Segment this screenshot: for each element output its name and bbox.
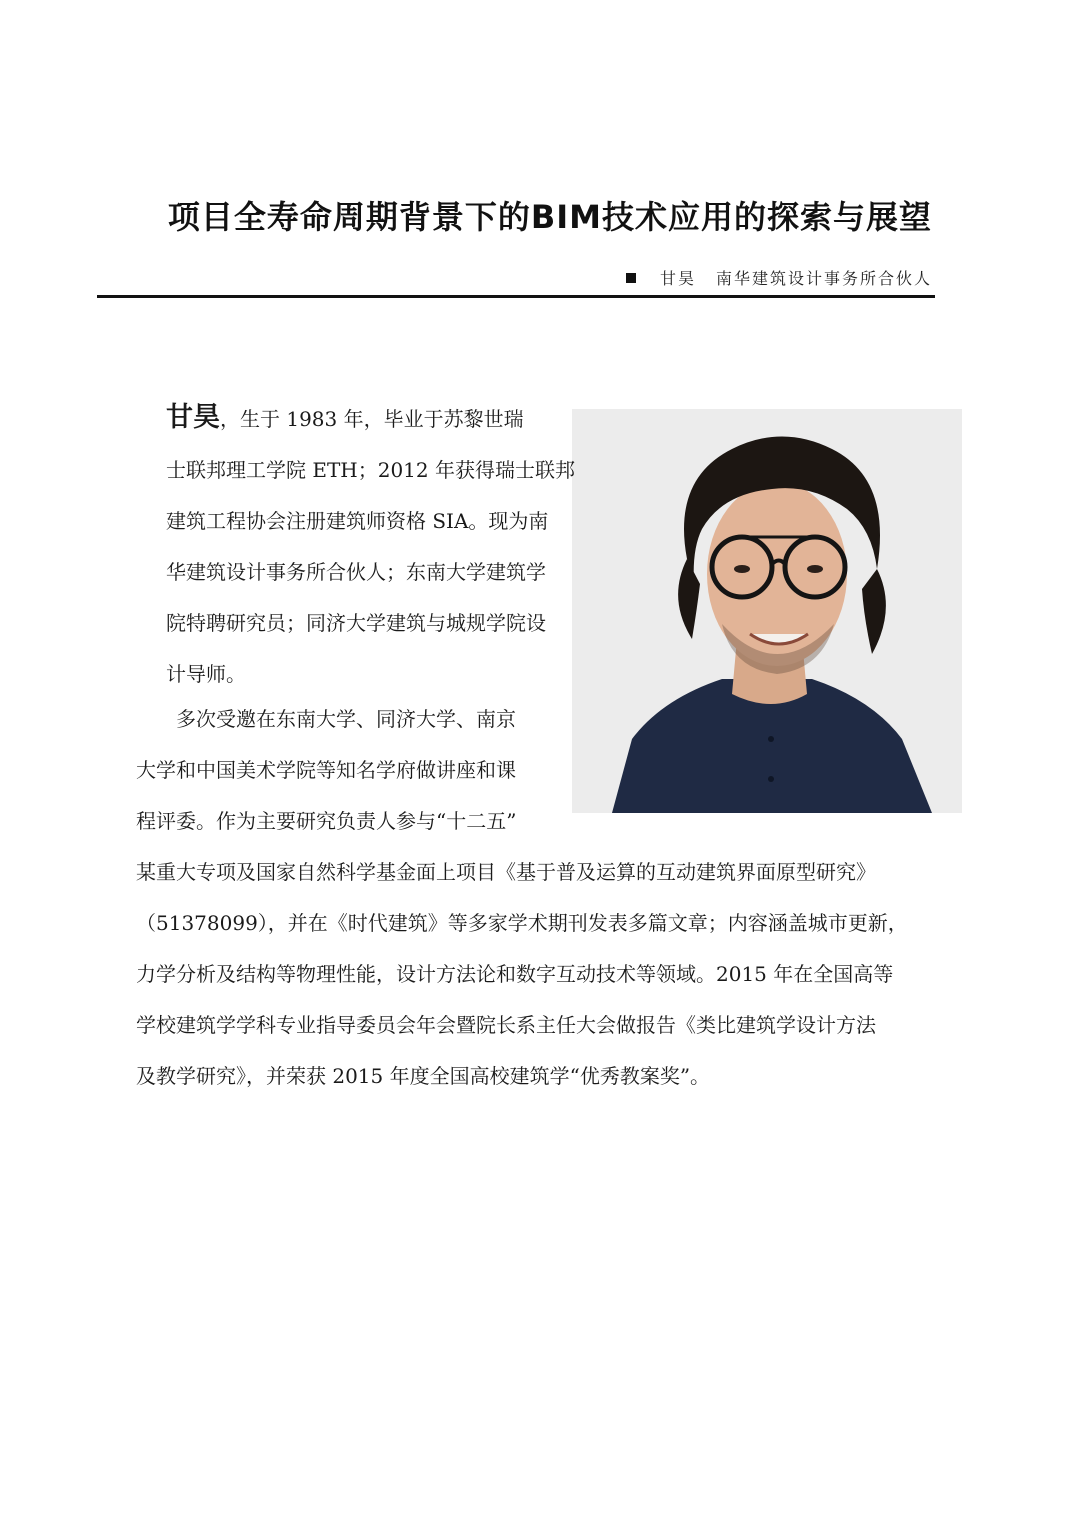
bio-line: 建筑工程协会注册建筑师资格 SIA。现为南 — [166, 509, 549, 533]
bio-line: 院特聘研究员；同济大学建筑与城规学院设 — [166, 611, 546, 635]
byline-author: 甘昊 — [659, 269, 696, 288]
bio-line: 多次受邀在东南大学、同济大学、南京 — [176, 707, 516, 731]
bio-line: 大学和中国美术学院等知名学府做讲座和课 — [136, 758, 516, 782]
bio-line: （51378099），并在《时代建筑》等多家学术期刊发表多篇文章；内容涵盖城市更新， — [136, 911, 908, 935]
article-title: 项目全寿命周期背景下的BIM技术应用的探索与展望 — [167, 198, 932, 236]
bio-paragraph-2 — [136, 694, 936, 1102]
bio-line: 某重大专项及国家自然科学基金面上项目《基于普及运算的互动建筑界面原型研究》 — [136, 860, 876, 884]
bio-line: ，生于 1983 年，毕业于苏黎世瑞 — [220, 407, 524, 431]
bio-paragraph-1 — [136, 392, 575, 700]
header-rule — [97, 295, 935, 298]
bio-line: 力学分析及结构等物理性能，设计方法论和数字互动技术等领域。2015 年在全国高等 — [136, 962, 894, 986]
bio-line: 程评委。作为主要研究负责人参与“十二五” — [136, 809, 517, 833]
bio-line: 华建筑设计事务所合伙人；东南大学建筑学 — [166, 560, 546, 584]
bullet-square-icon — [626, 273, 636, 283]
bio-line: 计导师。 — [166, 662, 246, 686]
bio-line: 及教学研究》，并荣获 2015 年度全国高校建筑学“优秀教案奖”。 — [136, 1064, 711, 1088]
byline-affiliation: 南华建筑设计事务所合伙人 — [715, 269, 932, 288]
bio-line: 士联邦理工学院 ETH；2012 年获得瑞士联邦 — [166, 458, 575, 482]
byline — [626, 266, 932, 289]
bio-line: 学校建筑学学科专业指导委员会年会暨院长系主任大会做报告《类比建筑学设计方法 — [136, 1013, 876, 1037]
bio-name: 甘昊 — [166, 402, 220, 433]
